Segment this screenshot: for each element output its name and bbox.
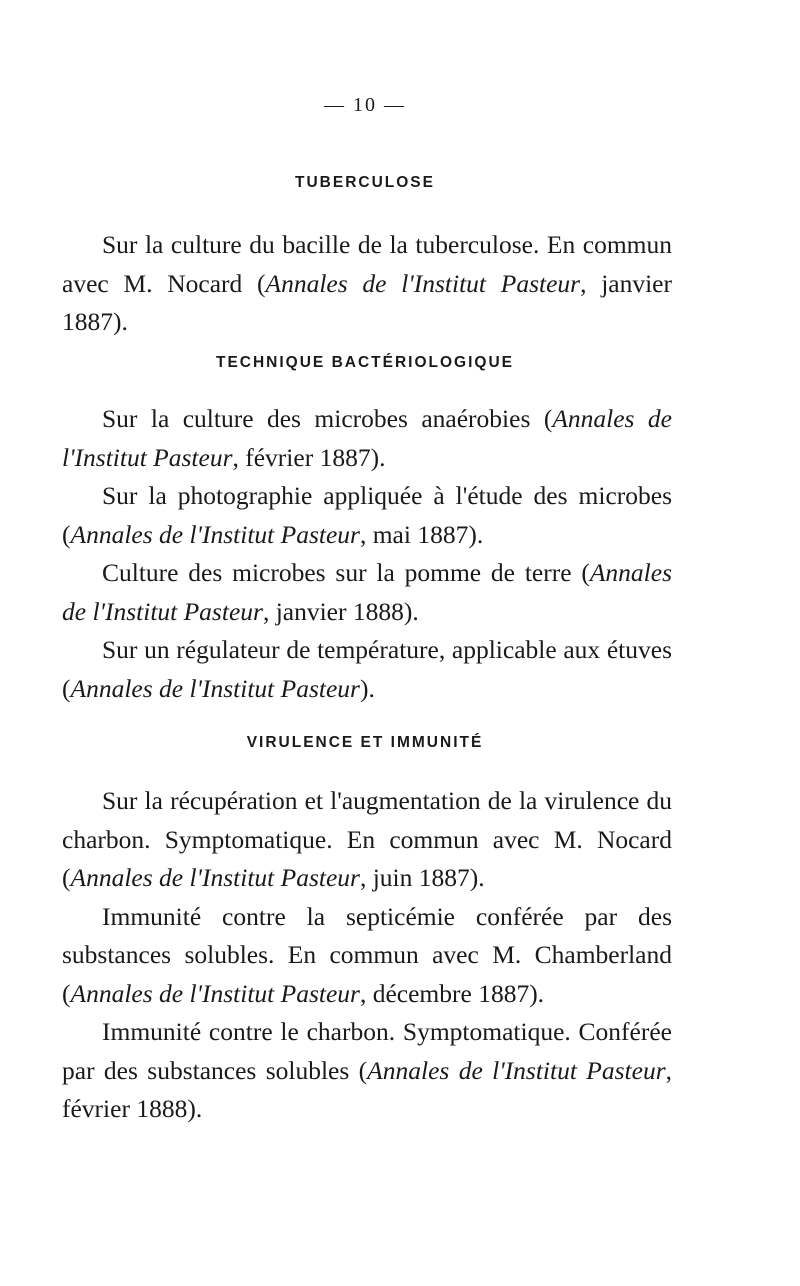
bibliography-entry: Culture des microbes sur la pomme de terre (Annales de l'Institut Pasteur, janvier 1888). xyxy=(62,558,672,626)
journal-title: Annales de l'Institut Pasteur xyxy=(62,558,672,626)
bibliography-entry: Sur la récupération et l'augmentation de la virulence du charbon. Symptomatique. En commun avec M. Nocard (Annales de l'Institut Pasteur, juin 1887). xyxy=(62,786,672,892)
journal-title: Annales de l'Institut Pasteur xyxy=(265,268,581,298)
journal-title: Annales de l'Institut Pasteur xyxy=(367,1055,666,1085)
section-heading-tuberculose: TUBERCULOSE xyxy=(295,174,435,191)
bibliography-entry: Immunité contre la septicémie conférée par des substances solubles. En commun avec M. Chamberland (Annales de l'Institut Pasteur, décembre 1887). xyxy=(62,901,672,1008)
section-body-virulence-immunite xyxy=(62,782,672,1129)
journal-title: Annales de l'Institut Pasteur xyxy=(70,863,360,892)
bibliography-entry: Immunité contre le charbon. Symptomatique. Conférée par des substances solubles (Annales de l'Institut Pasteur, février 1888). xyxy=(62,1017,672,1123)
bibliography-entry: Sur la photographie appliquée à l'étude des microbes (Annales de l'Institut Pasteur, mai 1887). xyxy=(62,481,672,549)
section-heading-technique-bacteriologique: TECHNIQUE BACTÉRIOLOGIQUE xyxy=(215,354,514,371)
bibliography-entry: Sur la culture du bacille de la tuberculose. En commun avec M. Nocard (Annales de l'Institut Pasteur, janvier 1887). xyxy=(62,230,672,336)
page-number: — 10 — xyxy=(324,94,406,116)
journal-title: Annales de l'Institut Pasteur xyxy=(70,978,360,1008)
section-body-tuberculose xyxy=(62,226,672,342)
journal-title: Annales de l'Institut Pasteur xyxy=(70,519,360,549)
section-body-technique-bacteriologique xyxy=(62,400,672,708)
journal-title: Annales de l'Institut Pasteur xyxy=(70,673,360,703)
bibliography-entry: Sur la culture des microbes anaérobies (Annales de l'Institut Pasteur, février 1887). xyxy=(62,404,672,472)
bibliography-entry: Sur un régulateur de température, applicable aux étuves (Annales de l'Institut Pasteur). xyxy=(62,635,672,703)
section-heading-virulence-immunite: VIRULENCE ET IMMUNITÉ xyxy=(246,734,484,751)
journal-title: Annales de l'Institut Pasteur xyxy=(62,404,672,472)
